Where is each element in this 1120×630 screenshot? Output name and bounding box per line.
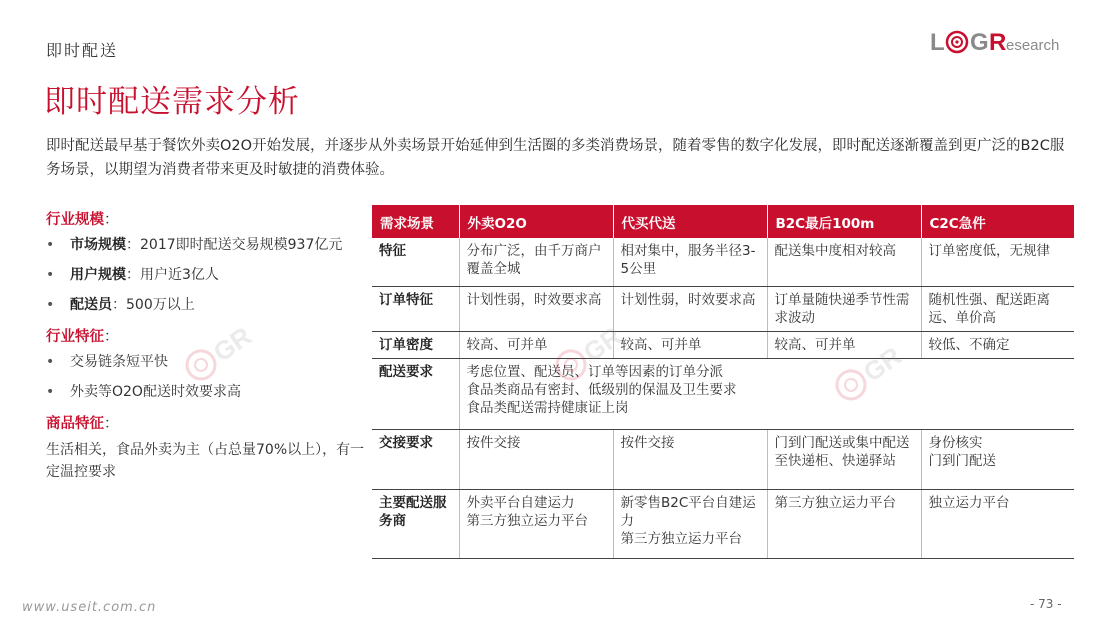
bullet-feature-1: • 交易链条短平快 xyxy=(46,354,168,370)
table-cell: 较高、可并单 xyxy=(767,331,921,358)
table-header: 需求场景 xyxy=(372,205,459,238)
merged-line: 考虑位置、配送员、订单等因素的订单分派 xyxy=(466,363,723,380)
product-feature-text: 生活相关，食品外卖为主（占总量70%以上），有一定温控要求 xyxy=(46,442,365,480)
table-cell: 按件交接 xyxy=(613,429,767,489)
table-cell: 分布广泛，由千万商户覆盖全城 xyxy=(459,238,613,286)
table-cell: 较高、可并单 xyxy=(613,331,767,358)
industry-feature-heading: 行业特征： xyxy=(46,329,119,345)
svg-text:L: L xyxy=(930,29,945,56)
page-title: 即时配送需求分析 xyxy=(44,84,300,120)
row-label: 交接要求 xyxy=(372,429,459,489)
bullet-user-scale: • 用户规模：用户近3亿人 xyxy=(46,267,219,283)
table-cell: 随机性强、配送距离远、单价高 xyxy=(921,286,1074,331)
table-header: C2C急件 xyxy=(921,205,1074,238)
section-label: 即时配送 xyxy=(46,41,119,60)
table-cell: 配送集中度相对较高 xyxy=(767,238,921,286)
row-label: 主要配送服务商 xyxy=(372,489,459,558)
table-cell: 计划性弱，时效要求高 xyxy=(459,286,613,331)
watermark-logo-icon xyxy=(150,280,320,390)
table-row xyxy=(372,489,1074,558)
product-feature-heading: 商品特征： xyxy=(46,416,119,432)
table-cell: 订单量随快递季节性需求波动 xyxy=(767,286,921,331)
svg-text:R: R xyxy=(989,29,1007,56)
table-cell: 外卖平台自建运力 第三方独立运力平台 xyxy=(459,489,613,558)
footer-url: www.useit.com.cn xyxy=(22,600,157,615)
table-cell: 第三方独立运力平台 xyxy=(767,489,921,558)
table-cell: 门到门配送或集中配送至快递柜、快递驿站 xyxy=(767,429,921,489)
table-cell: 订单密度低，无规律 xyxy=(921,238,1074,286)
page-number: - 73 - xyxy=(1030,597,1062,611)
table-header: B2C最后100m xyxy=(767,205,921,238)
svg-text:G: G xyxy=(970,29,989,56)
table-cell: 相对集中，服务半径3-5公里 xyxy=(613,238,767,286)
table-header-row xyxy=(372,205,1074,238)
watermark-logo-icon xyxy=(800,300,970,410)
row-label: 订单特征 xyxy=(372,286,459,331)
industry-scale-heading: 行业规模： xyxy=(46,212,119,228)
merged-line: 食品类商品有密封、低级别的保温及卫生要求 xyxy=(466,381,737,398)
table-cell: 计划性弱，时效要求高 xyxy=(613,286,767,331)
table-cell: 身份核实 门到门配送 xyxy=(921,429,1074,489)
bullet-market-scale: • 市场规模：2017即时配送交易规模937亿元 xyxy=(46,237,343,253)
svg-text:esearch: esearch xyxy=(1006,37,1060,54)
table-cell: 独立运力平台 xyxy=(921,489,1074,558)
table-row xyxy=(372,238,1074,286)
row-label: 特征 xyxy=(372,238,459,286)
watermark-logo-icon xyxy=(520,280,690,390)
table-cell: 较低、不确定 xyxy=(921,331,1074,358)
svg-text:GR: GR xyxy=(857,340,907,388)
bullet-couriers: • 配送员：500万以上 xyxy=(46,297,195,313)
table-row xyxy=(372,429,1074,489)
intro-paragraph: 即时配送最早基于餐饮外卖O2O开始发展，并逐步从外卖场景开始延伸到生活圈的多类消费场景，随着零售的数字化发展，即时配送逐渐覆盖到更广泛的B2C服务场景，以期望为消费者带来更及时敏捷的消费体验。 xyxy=(46,138,1065,178)
table-cell: 按件交接 xyxy=(459,429,613,489)
logo xyxy=(930,26,1080,60)
merged-line: 食品类配送需持健康证上岗 xyxy=(466,399,629,416)
row-label: 订单密度 xyxy=(372,331,459,358)
svg-text:GR: GR xyxy=(577,320,627,368)
table-header: 代买代送 xyxy=(613,205,767,238)
logo-mark-icon xyxy=(930,26,1080,60)
table-cell: 较高、可并单 xyxy=(459,331,613,358)
table-header: 外卖O2O xyxy=(459,205,613,238)
table-cell: 新零售B2C平台自建运力 第三方独立运力平台 xyxy=(613,489,767,558)
bullet-feature-2: • 外卖等O2O配送时效要求高 xyxy=(46,384,241,400)
svg-text:GR: GR xyxy=(207,320,257,368)
row-label: 配送要求 xyxy=(372,358,459,429)
